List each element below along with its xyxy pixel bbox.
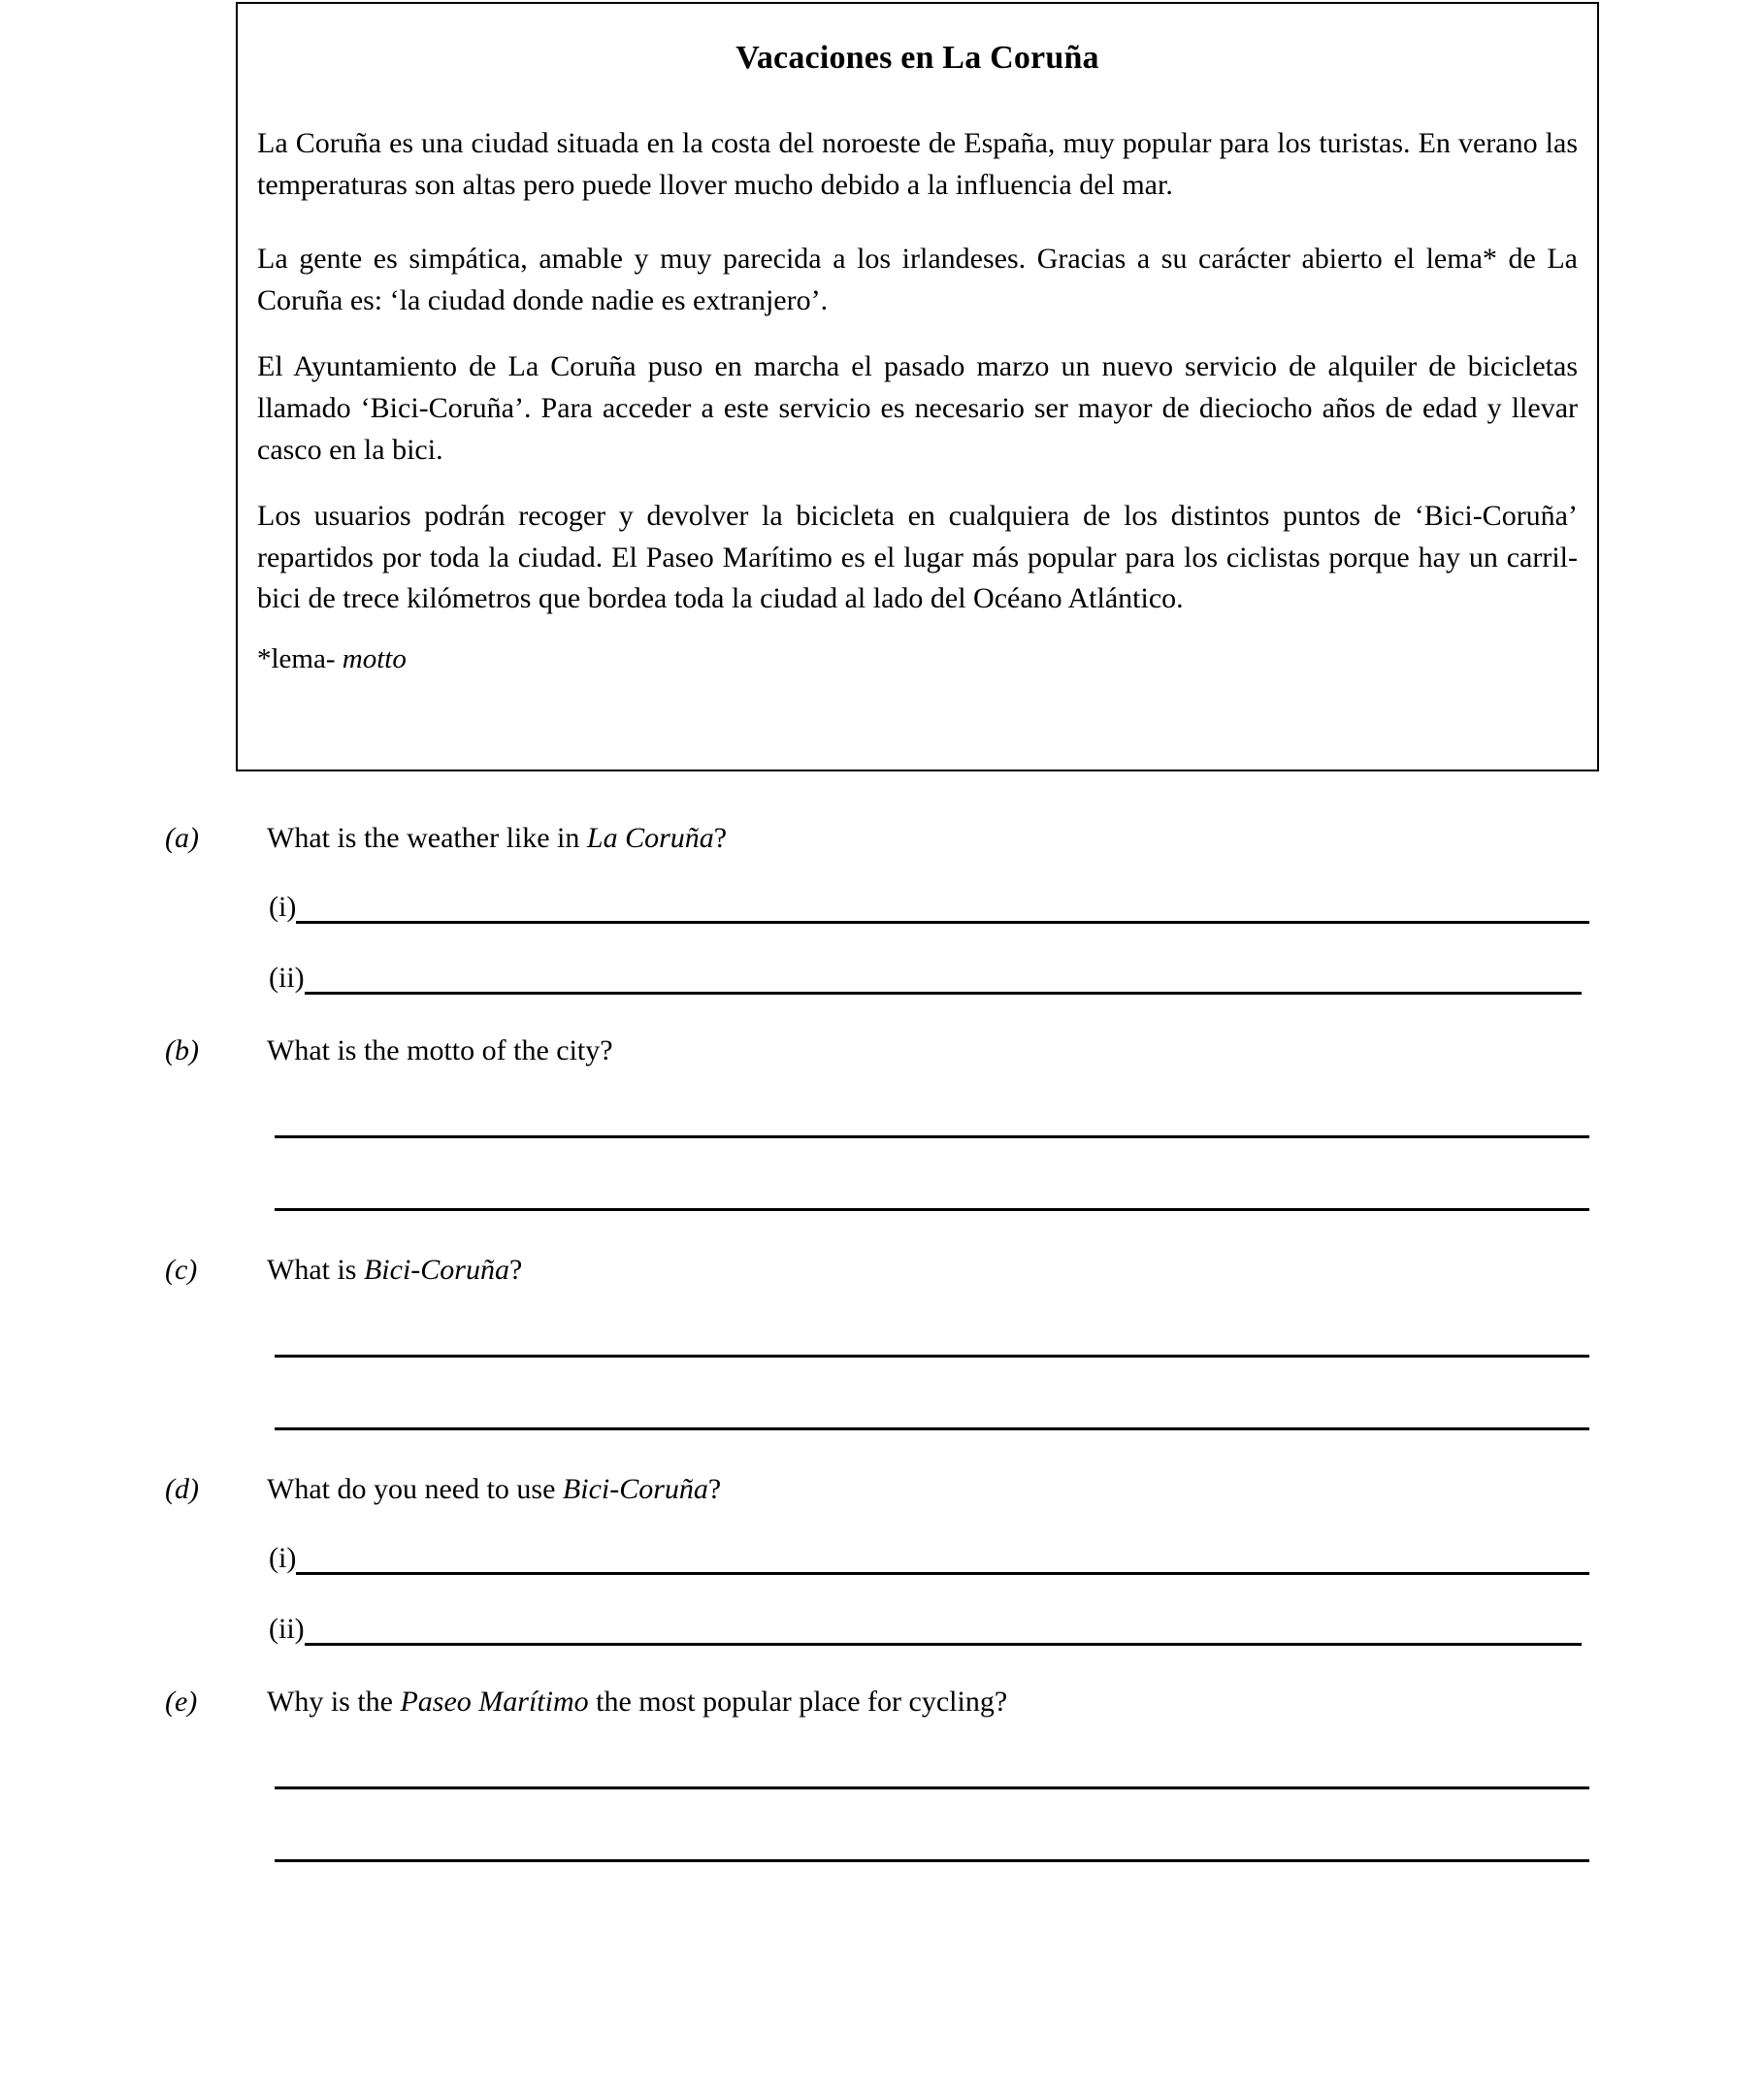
question-text-b: [267, 1034, 613, 1067]
question-c-text-italic: Bici-Coruña: [363, 1254, 509, 1286]
question-a-text-before: What is the weather like in: [267, 822, 587, 854]
passage-paragraph-2: La gente es simpática, amable y muy parecida a los irlandeses. Gracias a su carácter abierto el lema* de La Coruña es: ‘la ciudad donde nadie es extranjero’.: [257, 243, 1578, 316]
answer-line-a-ii[interactable]: [269, 964, 1582, 995]
question-block-b: [0, 995, 1764, 1211]
answer-label-a-ii: (ii): [269, 962, 305, 994]
passage-paragraph-3: El Ayuntamiento de La Coruña puso en marcha el pasado marzo un nuevo servicio de alquiler de bicicletas llamado ‘Bici-Coruña’. Para acceder a este servicio es necesario ser mayor de dieciocho años de edad y llevar casco en la bici.: [257, 350, 1578, 466]
question-a: [0, 822, 1764, 855]
answer-rule-a-i[interactable]: [296, 921, 1589, 924]
reading-passage-box: [236, 2, 1599, 771]
answer-line-a-i[interactable]: [269, 893, 1589, 924]
question-block-d: [0, 1430, 1764, 1646]
question-e-text-italic: Paseo Marítimo: [400, 1686, 589, 1718]
question-text-c: [267, 1254, 522, 1287]
question-c-text-before: What is: [267, 1254, 364, 1286]
answer-line-d-ii[interactable]: [269, 1615, 1582, 1646]
footnote-term: *lema-: [257, 642, 336, 674]
question-block-c: [0, 1211, 1764, 1430]
passage-paragraph-4: Los usuarios podrán recoger y devolver la bicicleta en cualquiera de los distintos puntos de ‘Bici-Coruña’ repartidos por toda la ciudad. El Paseo Marítimo es el lugar más popular para los ciclistas porque hay un carril-bici de trece kilómetros que bordea toda la ciudad al lado del Océano Atlántico.: [257, 500, 1578, 615]
question-d: [0, 1473, 1764, 1506]
question-d-text-after: ?: [707, 1473, 722, 1505]
question-a-text-italic: La Coruña: [586, 822, 714, 854]
passage-content: [238, 4, 1597, 675]
answer-line-b-1[interactable]: [275, 1135, 1589, 1138]
answer-line-c-1[interactable]: [275, 1355, 1589, 1358]
question-c-text-after: ?: [508, 1254, 523, 1286]
question-letter-a: (a): [165, 822, 199, 854]
question-c: [0, 1254, 1764, 1287]
passage-title: Vacaciones en La Coruña: [735, 40, 1099, 76]
question-block-e: [0, 1646, 1764, 1862]
question-text-d: [267, 1473, 721, 1506]
passage-paragraph-1: La Coruña es una ciudad situada en la costa del noroeste de España, muy popular para los turistas. En verano las temperaturas son altas pero puede llover mucho debido a la influencia del mar.: [257, 127, 1578, 201]
question-a-text-after: ?: [713, 822, 728, 854]
question-block-a: [0, 771, 1764, 995]
question-b-text-before: What is the motto of the city?: [267, 1034, 613, 1066]
question-e-text-after: the most popular place for cycling?: [588, 1686, 1008, 1718]
question-e: [0, 1686, 1764, 1719]
answer-label-a-i: (i): [269, 891, 297, 923]
question-letter-c: (c): [165, 1254, 198, 1286]
question-text-e: [267, 1686, 1007, 1719]
answer-line-e-2[interactable]: [275, 1859, 1589, 1862]
question-letter-e: (e): [165, 1686, 198, 1718]
question-text-a: [267, 822, 727, 855]
answer-line-e-1[interactable]: [275, 1786, 1589, 1789]
question-d-text-before: What do you need to use: [267, 1473, 563, 1505]
answer-line-d-i[interactable]: [269, 1544, 1589, 1575]
passage-footnote: [254, 620, 1581, 675]
question-letter-b: (b): [165, 1034, 199, 1066]
answer-rule-d-i[interactable]: [296, 1572, 1589, 1575]
answer-label-d-ii: (ii): [269, 1613, 305, 1645]
footnote-definition: motto: [342, 642, 407, 674]
question-letter-d: (d): [165, 1473, 199, 1505]
question-b: [0, 1034, 1764, 1067]
question-e-text-before: Why is the: [267, 1686, 401, 1718]
question-d-text-italic: Bici-Coruña: [562, 1473, 708, 1505]
answer-label-d-i: (i): [269, 1542, 297, 1574]
questions-section: [0, 771, 1764, 1862]
